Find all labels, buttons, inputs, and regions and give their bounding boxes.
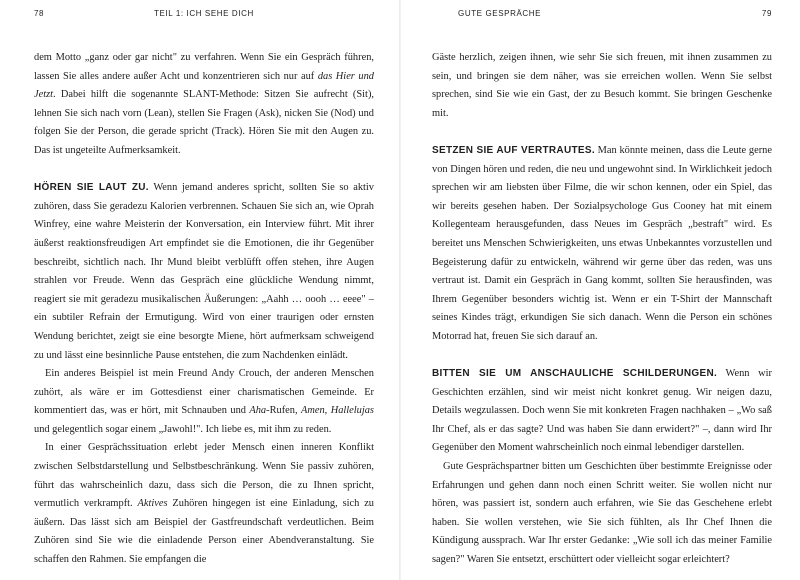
left-paragraph-1 — [34, 49, 374, 161]
emphasis: Hallelujas — [330, 405, 374, 417]
left-page-number: 78 — [34, 9, 45, 18]
right-running-head-title: GUTE GESPRÄCHE — [458, 9, 542, 18]
emphasis: das Hier und Jetzt — [34, 70, 374, 101]
right-paragraph-3 — [432, 365, 772, 458]
text-run: , — [324, 405, 331, 417]
right-paragraph-2 — [432, 142, 772, 347]
text-run: In einer Gesprächssituation erlebt jeder Mensch einen inneren Konflikt zwischen Selbstdarstellung und Selbstbeschränkung. Wenn Sie passiv zuhören, führt das wahrscheinlich dazu, dass sich die Person, die zu Ihnen spricht, vermutlich verkrampft. — [34, 442, 374, 510]
left-paragraph-4 — [34, 439, 374, 569]
left-page-body — [34, 49, 374, 570]
text-run: Ein anderes Beispiel ist mein Freund Andy Crouch, der anderen Menschen zuhört, als wäre er im Gottesdienst einer charismatischen Gemeinde. Er kommentiert das, was er hört, mit Schnauben und — [34, 368, 374, 417]
book-gutter — [399, 0, 401, 580]
emphasis: Aktives — [137, 498, 168, 510]
section-lead-heading: BITTEN SIE UM ANSCHAULICHE SCHILDERUNGEN. — [432, 368, 718, 380]
section-lead-heading: SETZEN SIE AUF VERTRAUTES. — [432, 144, 595, 156]
text-run: Wenn jemand anderes spricht, sollten Sie so aktiv zuhören, dass Sie geradezu Kalorien verbrennen. Schauen Sie sich an, wie Oprah Winfrey, eine wahre Meisterin der Konversation, ein Interview führt. Mit ihrer äußerst reaktionsfreudigen Art empfindet sie die Emotionen, die ihr Gegenüber beschreibt, sichtlich nach. Ihr Mund bleibt verblüfft offen stehen, ihre Augen strahlen vor Freude. Wenn das Gespräch eine glückliche Wendung nimmt, reagiert sie mit geradezu musikalischen Äußerungen: „Aahh … oooh … eeee" – ein subtiler Refrain der Ermutigung. Wird von einer traurigen oder ernsten Wendung berichtet, zeigt sie eine besorgte Miene, hört aufmerksam schweigend zu und lässt eine besinnliche Pause entstehen, die zum Nachdenken einlädt. — [34, 182, 374, 361]
left-paragraph-2 — [34, 179, 374, 365]
text-run: Zuhören hingegen ist eine Einladung, sich zu äußern. Das lässt sich am Beispiel der Gastfreundschaft verdeutlichen. Beim Zuhören sind Sie wie die einladende Person einer Abendveranstaltung. Sie schaffen den Rahmen. Sie empfangen die — [34, 498, 374, 566]
right-paragraph-1: Gäste herzlich, zeigen ihnen, wie sehr Sie sich freuen, mit ihnen zusammen zu sein, und bringen sie dem näher, was sie erreichen wollen. Wenn Sie selbst sprechen, sind Sie wie ein Gast, der zu Besuch kommt. Sie bringen Geschenke mit. — [432, 52, 772, 119]
text-run: -Rufen, — [266, 405, 301, 417]
text-run: Man könnte meinen, dass die Leute gerne von Dingen hören und reden, die neu und ungewohnt sind. In Wirklichkeit jedoch sprechen wir am liebsten über Filme, die wir schon kennen, oder ein Spiel, das wir bereits gesehen haben. Der Sozialpsychologe Gus Cooney hat mit einem Kollegenteam herausgefunden, dass Neues im Gespräch „bestraft" wird. Es bereitet uns Menschen Schwierigkeiten, uns etwas Unbekanntes vorzustellen und Begeisterung dafür zu entwickeln, während wir gerne über das reden, was uns vertraut ist. Damit ein Gespräch in Gang kommt, sollten Sie herausfinden, was Ihrem Gegenüber besonders wichtig ist. Wenn er ein T-Shirt der Mannschaft seines Kindes trägt, erkundigen Sie sich danach. Wenn die Person ein schönes Motorrad hat, freuen Sie sich darauf an. — [432, 144, 772, 342]
emphasis: Aha — [249, 405, 267, 417]
section-lead-heading: HÖREN SIE LAUT ZU. — [34, 182, 149, 194]
left-running-head-title: TEIL 1: ICH SEHE DICH — [154, 9, 254, 18]
text-run: . Dabei hilft die sogenannte SLANT-Methode: Sitzen Sie aufrecht (Sit), lehnen Sie sich nach vorn (Lean), stellen Sie Fragen (Ask), nicken Sie (Nod) und folgen Sie der Person, die gerade spricht (Track). Hören Sie mit den Augen zu. Das ist ungeteilte Aufmerksamkeit. — [34, 89, 374, 156]
right-page-body — [432, 49, 772, 570]
text-run: und gelegentlich sogar einem „Jawohl!". Ich liebe es, mit ihm zu reden. — [34, 423, 332, 435]
right-page-number: 79 — [761, 9, 772, 18]
left-running-header — [34, 9, 374, 23]
text-run: Wenn wir Geschichten erzählen, sind wir meist nicht konkret genug. Wir neigen dazu, Details wegzulassen. Doch wenn Sie mit konkreten Fragen nachhaken – „Wo saß Ihr Chef, als er das sagte? Und was haben Sie dann erwidert?" –, dann wird Ihr Gegenüber den Moment wahrscheinlich noch einmal lebendiger darstellen. — [432, 368, 772, 454]
emphasis: Amen — [301, 405, 325, 417]
right-running-header — [432, 9, 772, 23]
text-run: dem Motto „ganz oder gar nicht" zu verfahren. Wenn Sie ein Gespräch führen, lassen Sie alles andere außer Acht und konzentrieren sich nur auf — [34, 52, 374, 82]
right-paragraph-4: Gute Gesprächspartner bitten um Geschichten über bestimmte Ereignisse oder Erfahrungen und gehen dann noch einen Schritt weiter. Sie wollen nicht nur hören, was passiert ist, sondern auch erfahren, wie Sie das Geschehene erlebt haben. Sie wollen verstehen, wie Sie sich fühlten, als Ihr Chef Ihnen die Kündigung aussprach. War Ihr erster Gedanke: „Wie soll ich das meiner Familie sagen?" Waren Sie entsetzt, erschüttert oder vielleicht sogar erleichtert? — [432, 461, 772, 566]
left-paragraph-3 — [34, 365, 374, 439]
